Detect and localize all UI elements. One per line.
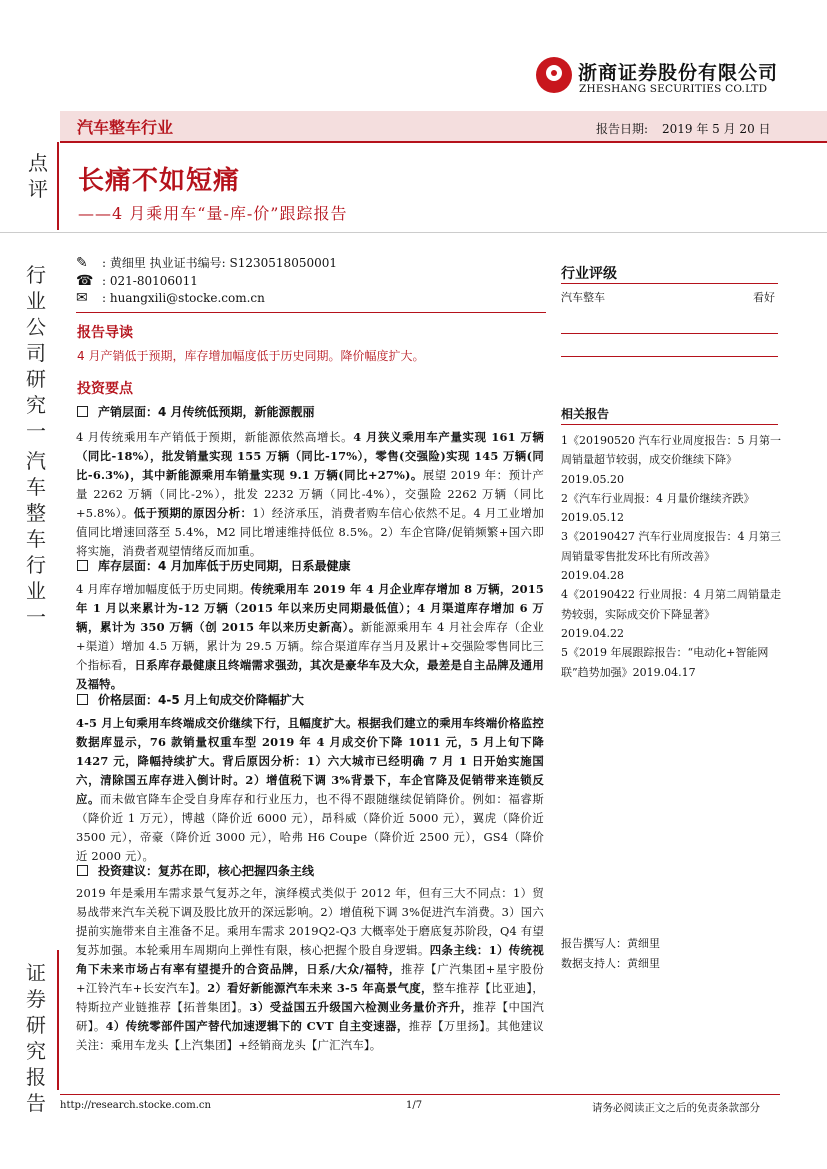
sidebar-col1 xyxy=(24,262,48,444)
checkbox-icon xyxy=(77,694,88,705)
text-run-bold: 4-5 月上旬乘用车终端成交价继续下行，且幅度扩大。根据我们建立的乘用车终端价格监控数据库显示，76 款销量权重车型 2019 年 4 月成交价下降 1011 元，5 月上旬下降 1427 元，降幅持续扩大。背后原因分析： xyxy=(76,716,544,768)
sidebar-char: 研 xyxy=(26,1013,46,1037)
points-title: 投资要点 xyxy=(77,381,133,397)
checkbox-icon xyxy=(77,865,88,876)
sidebar-char: 报 xyxy=(26,1065,46,1089)
contact-rule xyxy=(76,312,546,313)
mail-icon: ✉ xyxy=(76,290,88,306)
rating-sector: 汽车整车 xyxy=(561,291,605,304)
sidebar-char: 整 xyxy=(26,501,46,525)
related-item[interactable]: 1《20190520 汽车行业周度报告：5 月第一周销量超节较弱，成交价继续下降》 xyxy=(561,434,781,467)
doc-type-char: 点 xyxy=(28,151,48,175)
text-run-bold: 低于预期的原因分析： xyxy=(133,506,253,520)
rating-rule-2 xyxy=(561,333,778,334)
report-date-label: 报告日期: xyxy=(596,122,649,136)
sidebar-red-bar-bottom xyxy=(57,950,59,1090)
sidebar-char: 一 xyxy=(26,605,46,629)
footer-url[interactable]: http://research.stocke.com.cn xyxy=(60,1100,211,1111)
text-run: 而未做官降车企受自身库存和行业压力，也不得不跟随继续促销降价。例如：福睿斯（降价近 1 万元），博越（降价近 6000 元），昂科威（降价近 5000 元），翼虎（降价近 3500 元），帝豪（降价近 3000 元），哈弗 H6 Coupe（降价近 2500 元），GS4（降价近 2000 元）。 xyxy=(76,792,544,863)
analyst-text: : 黄细里 执业证书编号: S1230518050001 xyxy=(102,256,338,270)
sidebar-char: 一 xyxy=(26,419,46,443)
rating-rule xyxy=(561,283,778,284)
sidebar-char: 公 xyxy=(26,315,46,339)
sidebar-char: 汽 xyxy=(26,449,46,473)
text-run: 1）经济承压，消费者购车信心依然不足。4 月工业增加值同比增速回落至 5.4%，M2 同比增速维持低位 8.5%。2）车企官降/促销频繁+国六即将实施，消费者观望情绪反而加重。 xyxy=(76,506,544,558)
sidebar-char: 行 xyxy=(26,553,46,577)
footer-rule xyxy=(60,1094,780,1095)
rating-value: 看好 xyxy=(753,291,775,304)
rating-title: 行业评级 xyxy=(561,266,617,282)
section-heading-text: 产销层面：4 月传统低预期，新能源靓丽 xyxy=(98,405,315,419)
paragraph-inventory xyxy=(76,580,544,694)
company-name-en: ZHESHANG SECURITIES CO.LTD xyxy=(579,83,768,95)
text-run: 展望 2019 年：预计产量 2262 万辆（同比-2%），批发 2232 万辆（同比-4%），交强险 2262 万辆（同比+5.8%）。 xyxy=(76,468,544,520)
text-run-bold: 4 月狭义乘用车产量实现 161 万辆（同比-18%），批发销量实现 155 万辆（同比-17%），零售(交强险)实现 145 万辆(同比-6.3%)，其中新能源乘用车销量实现 9.1 万辆(同比+27%)。 xyxy=(76,430,544,482)
paragraph-recommendation xyxy=(76,884,544,1055)
report-title: 长痛不如短痛 xyxy=(78,166,241,196)
sidebar-char: 司 xyxy=(26,341,46,365)
doc-type-vertical xyxy=(26,150,50,202)
report-date: 2019 年 5 月 20 日 xyxy=(662,122,771,136)
related-rule xyxy=(561,424,778,425)
text-run: 推荐【广汽集团+星宇股份+江铃汽车+长安汽车】。 xyxy=(76,962,544,995)
sidebar-char: 证 xyxy=(26,961,46,985)
related-date: 2019.05.12 xyxy=(561,511,624,525)
industry-label: 汽车整车行业 xyxy=(77,118,174,137)
intro-title: 报告导读 xyxy=(77,325,133,341)
company-name-cn: 浙商证券股份有限公司 xyxy=(578,62,779,84)
related-list xyxy=(561,431,781,682)
checkbox-icon xyxy=(77,406,88,417)
related-date: 2019.05.20 xyxy=(561,472,624,486)
related-item[interactable]: 3《20190427 汽车行业周度报告：4 月第三周销量零售批发环比有所改善》 xyxy=(561,530,781,563)
section-heading-text: 库存层面：4 月加库低于历史同期，日系最健康 xyxy=(98,559,351,573)
report-subtitle: ——4 月乘用车“量-库-价”跟踪报告 xyxy=(78,204,348,223)
related-item[interactable]: 4《20190422 行业周报：4 月第二周销量走势较弱，实际成交价下降显著》 xyxy=(561,588,781,621)
related-title: 相关报告 xyxy=(561,407,610,421)
rating-rule-3 xyxy=(561,356,778,357)
section-heading xyxy=(77,862,314,880)
sidebar-char: 业 xyxy=(26,579,46,603)
author-data: 数据支持人：黄细里 xyxy=(561,957,660,970)
footer-disclaimer: 请务必阅读正文之后的免责条款部分 xyxy=(592,1102,760,1114)
email-text[interactable]: : huangxili@stocke.com.cn xyxy=(102,291,265,305)
section-heading xyxy=(77,557,351,575)
text-run-bold: 四条主线：1）传统视角下未来市场占有率有望提升的合资品牌，日系/大众/福特， xyxy=(76,943,544,976)
company-logo-icon xyxy=(536,57,572,93)
phone-icon: ☎ xyxy=(76,273,94,289)
related-date: 2019.04.22 xyxy=(561,626,624,640)
title-divider xyxy=(0,232,827,233)
text-run: 整车推荐【比亚迪】，特斯拉产业链推荐【拓普集团】。 xyxy=(76,981,545,1014)
checkbox-icon xyxy=(77,560,88,571)
contact-analyst xyxy=(76,255,337,271)
doc-type-char: 评 xyxy=(28,177,48,201)
sidebar-char: 业 xyxy=(26,289,46,313)
pen-icon: ✎ xyxy=(76,255,88,271)
related-item[interactable]: 5《2019 年展跟踪报告：“电动化+智能网联”趋势加强》2019.04.17 xyxy=(561,646,769,679)
related-date: 2019.04.28 xyxy=(561,569,624,583)
text-run: 2019 年是乘用车需求景气复苏之年，演绎模式类似于 2012 年，但有三大不同点：1）贸易战带来汽车关税下调及股比放开的深远影响。2）增值税下调 3%促进汽车消费。3）国六提前实施带来自主准备不足。乘用车需求 2019Q2-Q3 大概率处于磨底复苏阶段，Q4 有望复苏加强。本轮乘用车周期向上弹性有限，核心把握个股自身逻辑。 xyxy=(76,886,544,957)
text-run: 4 月库存增加幅度低于历史同期。 xyxy=(76,582,251,596)
sidebar-char: 车 xyxy=(26,475,46,499)
text-run: 新能源乘用车 4 月社会库存（企业+渠道）增加 4.5 万辆，累计为 29.5 万辆。综合渠道库存当月及累计+交强险零售同比三个指标看， xyxy=(76,620,545,672)
section-heading-text: 价格层面：4-5 月上旬成交价降幅扩大 xyxy=(98,693,304,707)
text-run-bold: 传统乘用车 2019 年 4 月企业库存增加 8 万辆，2015 年 1 月以来累计为-12 万辆（2015 年以来历史同期最低值）；4 月渠道库存增加 6 万辆，累计为 350 万辆（创 2015 年以来历史新高）。 xyxy=(76,582,544,634)
sidebar-char: 告 xyxy=(26,1091,46,1115)
contact-phone xyxy=(76,273,198,289)
sidebar-char: 究 xyxy=(26,393,46,417)
sidebar-red-bar-top xyxy=(57,142,59,230)
phone-text: : 021-80106011 xyxy=(102,274,198,288)
text-run: 推荐【中国汽研】。 xyxy=(76,1000,544,1033)
author-writer: 报告撰写人：黄细里 xyxy=(561,937,660,950)
section-heading-text: 投资建议：复苏在即，核心把握四条主线 xyxy=(98,864,315,878)
text-run-bold: 2）看好新能源汽车未来 3-5 年高景气度， xyxy=(207,981,433,995)
sidebar-char: 车 xyxy=(26,527,46,551)
sidebar-col2 xyxy=(24,448,48,630)
sidebar-char: 行 xyxy=(26,263,46,287)
contact-email xyxy=(76,290,265,306)
intro-text: 4 月产销低于预期，库存增加幅度低于历史同期。降价幅度扩大。 xyxy=(77,349,425,363)
sidebar-char: 券 xyxy=(26,987,46,1011)
text-run: 推荐【万里扬】。其他建议关注：乘用车龙头【上汽集团】+经销商龙头【广汇汽车】。 xyxy=(76,1019,544,1052)
related-item[interactable]: 2《汽车行业周报：4 月量价继续齐跌》 xyxy=(561,491,755,505)
text-run-bold: 1）六大城市已经明确 7 月 1 日开始实施国六，清除国五库存进入倒计时。2）增值税下调 3%背景下，车企官降及促销带来连锁反应。 xyxy=(76,754,544,806)
section-heading xyxy=(77,691,304,709)
text-run-bold: 3）受益国五升级国六检测业务量价齐升， xyxy=(249,1000,473,1014)
page-number: 1/7 xyxy=(406,1100,423,1111)
sidebar-col3 xyxy=(24,960,48,1116)
paragraph-sales xyxy=(76,428,544,561)
paragraph-price xyxy=(76,714,544,866)
text-run: 4 月传统乘用车产销低于预期，新能源依然高增长。 xyxy=(76,430,354,444)
sidebar-char: 研 xyxy=(26,367,46,391)
header-rule xyxy=(60,141,827,143)
section-heading xyxy=(77,403,315,421)
text-run-bold: 4）传统零部件国产替代加速逻辑下的 CVT 自主变速器， xyxy=(105,1019,409,1033)
sidebar-char: 究 xyxy=(26,1039,46,1063)
text-run-bold: 日系库存最健康且终端需求强劲，其次是豪华车及大众，最差是自主品牌及通用及福特。 xyxy=(76,658,544,691)
